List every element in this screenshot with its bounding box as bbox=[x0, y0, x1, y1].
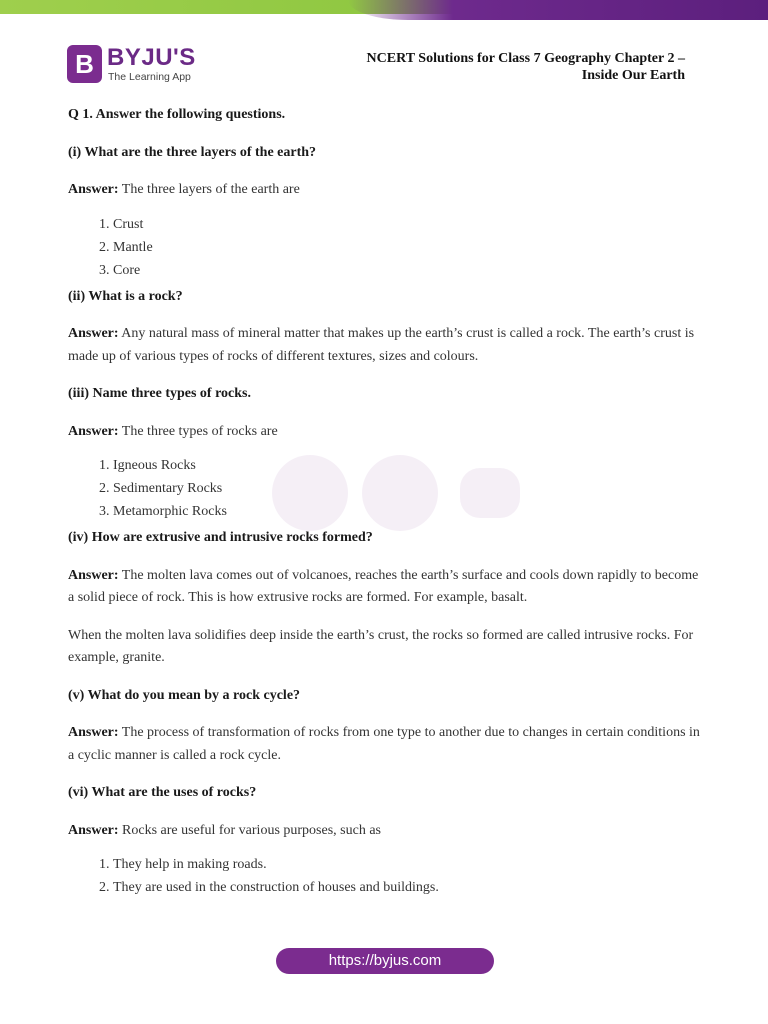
answer-label: Answer: bbox=[68, 822, 119, 838]
question-6: (vi) What are the uses of rocks? bbox=[68, 785, 257, 800]
answer-3 bbox=[68, 421, 700, 444]
footer-url-link[interactable]: https://byjus.com bbox=[276, 948, 494, 974]
answer-text: Any natural mass of mineral matter that makes up the earth’s crust is called a rock. The earth’s crust is made up of various types of rocks of different textures, sizes and colours. bbox=[68, 326, 695, 364]
rock-types-list bbox=[68, 454, 700, 523]
answer-text: The three types of rocks are bbox=[118, 423, 278, 439]
answer-5 bbox=[68, 722, 700, 767]
list-item: 3. Core bbox=[113, 259, 700, 282]
question-4: (iv) How are extrusive and intrusive rocks formed? bbox=[68, 530, 373, 545]
document-title-line2: Inside Our Earth bbox=[581, 68, 685, 83]
uses-list bbox=[68, 853, 700, 899]
list-item: 2. Sedimentary Rocks bbox=[113, 477, 700, 500]
list-item: 2. They are used in the construction of houses and buildings. bbox=[113, 876, 700, 899]
document-title-line1: NCERT Solutions for Class 7 Geography Chapter 2 – bbox=[366, 51, 685, 66]
answer-label: Answer: bbox=[68, 423, 119, 439]
answer-6 bbox=[68, 820, 700, 843]
top-banner bbox=[0, 0, 768, 22]
answer-text: The three layers of the earth are bbox=[118, 182, 300, 197]
answer-4 bbox=[68, 565, 700, 610]
answer-text: The molten lava comes out of volcanoes, reaches the earth’s surface and cools down rapidly to become a solid piece of rock. This is how extrusive rocks are formed. For example, basalt. bbox=[68, 567, 699, 605]
list-item: 3. Metamorphic Rocks bbox=[113, 500, 700, 523]
answer-text: Rocks are useful for various purposes, such as bbox=[118, 822, 381, 838]
question-1: (i) What are the three layers of the earth? bbox=[68, 144, 317, 160]
question-3: (iii) Name three types of rocks. bbox=[68, 386, 251, 401]
document-body bbox=[68, 104, 700, 903]
answer-label: Answer: bbox=[68, 182, 119, 197]
top-banner-purple bbox=[348, 0, 768, 20]
logo-name: BYJU'S bbox=[107, 44, 196, 71]
list-item: 1. Crust bbox=[113, 213, 700, 236]
section-heading: Q 1. Answer the following questions. bbox=[68, 107, 286, 122]
answer-label: Answer: bbox=[68, 326, 119, 341]
layers-list bbox=[68, 213, 700, 282]
answer-1 bbox=[68, 179, 700, 202]
question-5: (v) What do you mean by a rock cycle? bbox=[68, 687, 301, 703]
list-item: 2. Mantle bbox=[113, 236, 700, 259]
logo-icon: B bbox=[67, 45, 102, 83]
answer-label: Answer: bbox=[68, 567, 119, 583]
list-item: 1. They help in making roads. bbox=[113, 853, 700, 876]
answer-2 bbox=[68, 323, 700, 368]
list-item: 1. Igneous Rocks bbox=[113, 454, 700, 477]
question-2: (ii) What is a rock? bbox=[68, 288, 183, 304]
answer-label: Answer: bbox=[68, 725, 119, 740]
answer-text: The process of transformation of rocks from one type to another due to changes in certain conditions in a cyclic manner is called a rock cycle. bbox=[68, 725, 700, 763]
byjus-logo bbox=[67, 45, 207, 85]
answer-4-paragraph-2: When the molten lava solidifies deep inside the earth’s crust, the rocks so formed are called intrusive rocks. For example, granite. bbox=[68, 627, 694, 665]
logo-tagline: The Learning App bbox=[108, 71, 191, 83]
document-title bbox=[305, 50, 685, 84]
